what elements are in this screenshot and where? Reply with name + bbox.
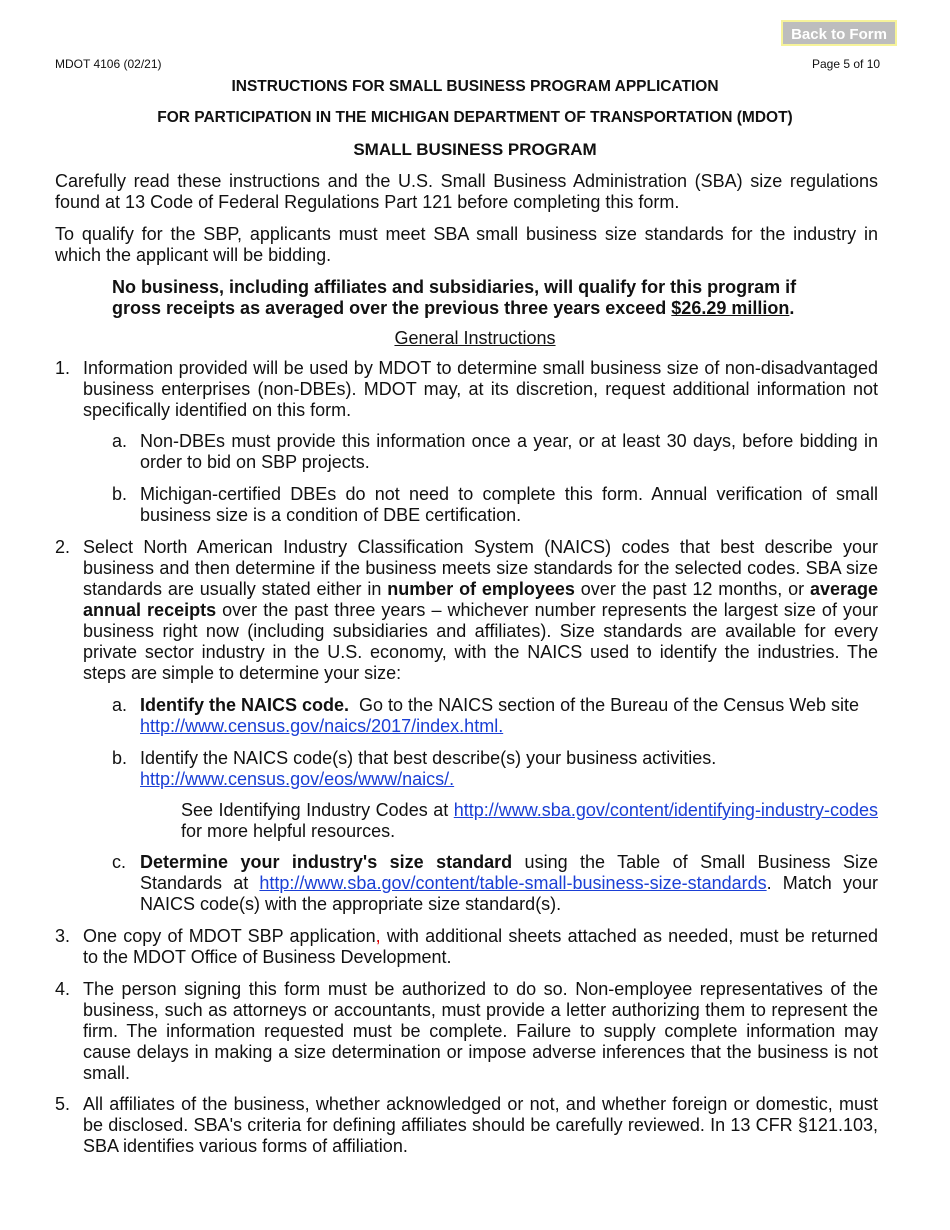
eligibility-notice <box>112 277 842 319</box>
list-item-2c <box>112 852 878 915</box>
list-item-2a <box>112 695 878 737</box>
item-letter: a. <box>112 431 128 451</box>
bold-term: average annual receipts <box>83 579 879 620</box>
note-text: for more helpful resources. <box>181 821 396 841</box>
item-text: Select North American Industry Classification System (NAICS) codes that best describe your business and then determine if the business meets size standards for the selected codes. SBA size standards are usually stated either in <box>83 537 878 599</box>
item-text: All affiliates of the business, whether acknowledged or not, and whether foreign or domestic, must be disclosed. SBA's criteria for defining affiliates should be carefully reviewed. In 13 CFR §121.103, SBA identifies various forms of affiliation. <box>83 1094 878 1156</box>
item-letter: b. <box>112 484 128 504</box>
item-text: Michigan-certified DBEs do not need to complete this form. Annual verification of small business size is a condition of DBE certification. <box>140 484 878 525</box>
sba-size-standards-link[interactable]: http://www.sba.gov/content/table-small-business-size-standards <box>259 873 767 893</box>
notice-text: No business, including affiliates and subsidiaries, will qualify for this program if gross receipts as averaged over the previous three years exceed <box>112 277 797 318</box>
item-text: Go to the NAICS section of the Bureau of the Census Web site <box>349 695 864 715</box>
section-heading <box>0 328 950 349</box>
item-letter: c. <box>112 852 127 872</box>
list-item-2b <box>112 748 878 790</box>
item-number: 1. <box>55 358 71 378</box>
notice-amount: $26.29 million <box>671 298 790 318</box>
note-text: See Identifying Industry Codes at <box>181 800 454 820</box>
list-item-4 <box>55 979 878 1084</box>
list-item-1 <box>55 358 878 421</box>
sba-industry-codes-link[interactable]: http://www.sba.gov/content/identifying-industry-codes <box>453 800 878 820</box>
item-text: over the past 12 months, or <box>574 579 810 599</box>
item-text: over the past three years – whichever number represents the largest size of your business right now (including subsidiaries and affiliates). Size standards are available for every private sector industry in the U.S. economy, with the NAICS used to identify the industries. The steps are simple to determine your size: <box>83 600 879 683</box>
item-number: 3. <box>55 926 71 946</box>
item-text: Information provided will be used by MDOT to determine small business size of non-disadvantaged business enterprises (non-DBEs). MDOT may, at its discretion, request additional information not specifically identified on this form. <box>83 358 878 420</box>
form-code: MDOT 4106 (02/21) <box>55 57 162 71</box>
title-line-1: INSTRUCTIONS FOR SMALL BUSINESS PROGRAM APPLICATION <box>231 78 719 95</box>
list-item-5 <box>55 1094 878 1157</box>
list-item-3 <box>55 926 878 968</box>
item-text: using the Table of Small Business Size Standards at <box>140 852 878 893</box>
title-line-3: SMALL BUSINESS PROGRAM <box>353 140 597 159</box>
bold-term: Determine your industry's size standard <box>140 852 513 872</box>
notice-end: . <box>789 298 795 318</box>
item-letter: a. <box>112 695 128 715</box>
item-number: 5. <box>55 1094 71 1114</box>
red-comma: , <box>375 926 381 946</box>
item-text: The person signing this form must be authorized to do so. Non-employee representatives of the business, such as attorneys or accountants, must provide a letter authorizing them to represent the firm. The information requested must be complete. Failure to supply complete information may cause delays in making a size determination or impose adverse inferences that the business is not small. <box>83 979 878 1083</box>
item-number: 4. <box>55 979 71 999</box>
item-letter: b. <box>112 748 128 768</box>
bold-term: Identify the NAICS code. <box>140 695 350 715</box>
title-line-2: FOR PARTICIPATION IN THE MICHIGAN DEPARTMENT OF TRANSPORTATION (MDOT) <box>157 109 793 126</box>
general-instructions-heading: General Instructions <box>394 328 556 348</box>
list-item-2 <box>55 537 879 684</box>
item-text: Identify the NAICS code(s) that best describe(s) your business activities. <box>140 748 717 768</box>
item-text: Non-DBEs must provide this information once a year, or at least 30 days, before bidding in order to bid on SBP projects. <box>140 431 878 472</box>
page-number: Page 5 of 10 <box>812 57 881 71</box>
census-eos-link[interactable]: http://www.census.gov/eos/www/naics/. <box>140 769 455 789</box>
see-industry-codes-note <box>181 800 878 842</box>
item-number: 2. <box>55 537 71 557</box>
item-text: One copy of MDOT SBP application <box>83 926 376 946</box>
item-text: . Match your NAICS code(s) with the appropriate size standard(s). <box>140 873 878 914</box>
item-text: with additional sheets attached as needed, must be returned to the MDOT Office of Business Development. <box>83 926 878 967</box>
bold-term: number of employees <box>387 579 575 599</box>
census-naics-link[interactable]: http://www.census.gov/naics/2017/index.html. <box>140 716 504 736</box>
list-item-1b <box>112 484 878 526</box>
list-item-1a <box>112 431 878 473</box>
intro-paragraph-2: To qualify for the SBP, applicants must meet SBA small business size standards for the industry in which the applicant will be bidding. <box>55 224 878 265</box>
intro-paragraph-1: Carefully read these instructions and the U.S. Small Business Administration (SBA) size regulations found at 13 Code of Federal Regulations Part 121 before completing this form. <box>55 171 878 212</box>
back-to-form-button[interactable]: Back to Form <box>781 20 897 46</box>
